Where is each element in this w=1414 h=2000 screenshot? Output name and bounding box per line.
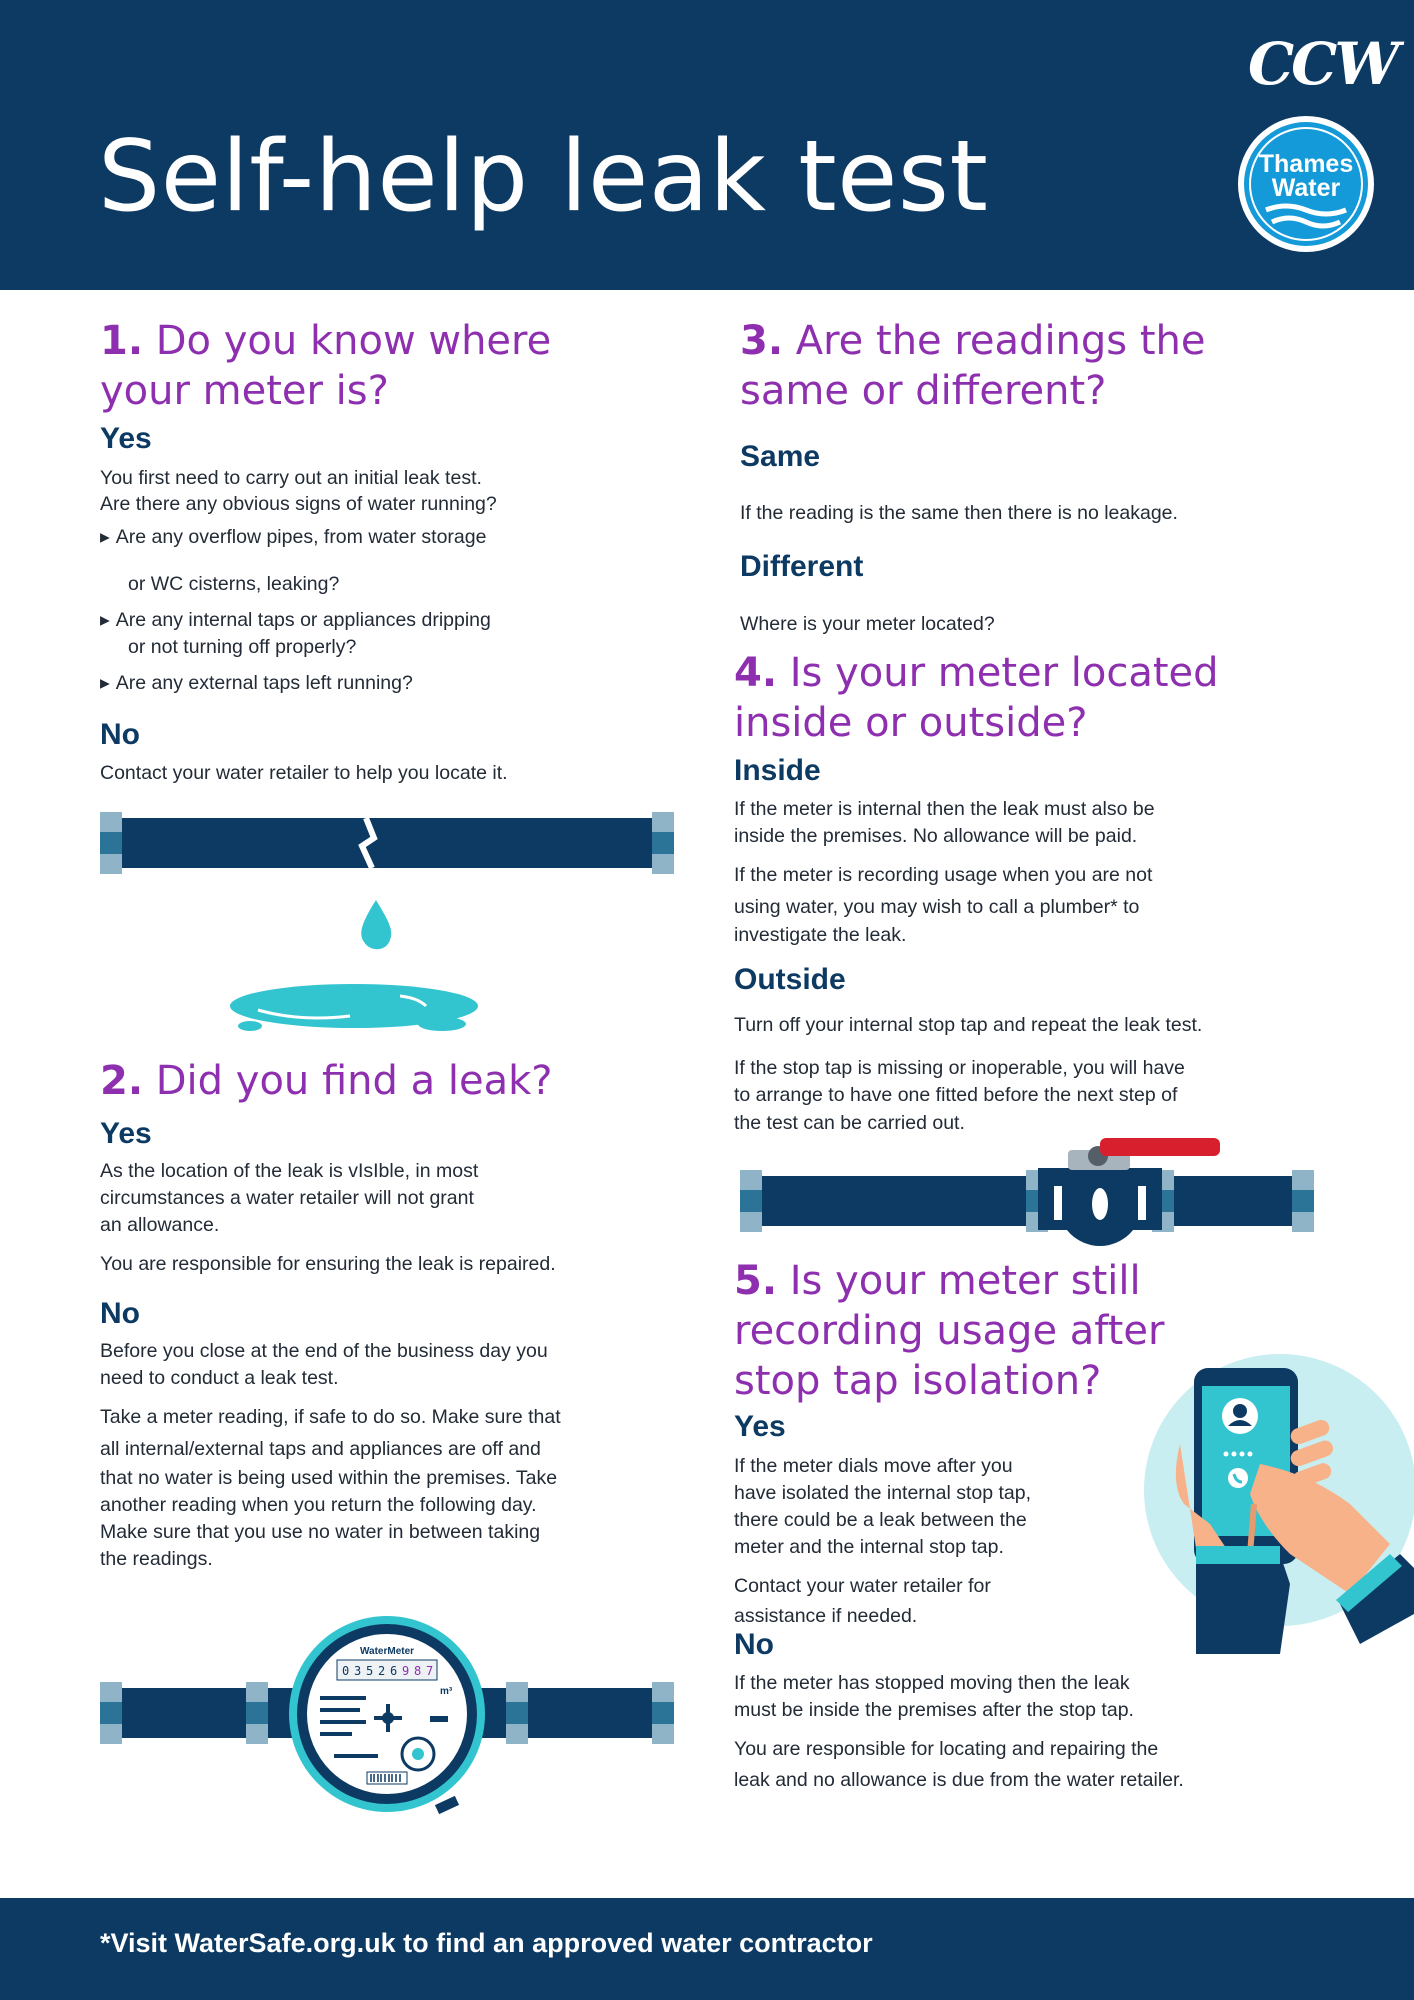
s5-yes-line3: there could be a leak between the <box>734 1509 1027 1531</box>
s4-inside-p2-line1: If the meter is recording usage when you are not <box>734 864 1153 886</box>
s4-inside-line1: If the meter is internal then the leak must also be <box>734 798 1155 820</box>
s5-no-p2-line2: leak and no allowance is due from the water retailer. <box>734 1769 1184 1791</box>
s4-inside-p2-line3: investigate the leak. <box>734 924 907 946</box>
section-3-title-line2: same or different? <box>740 368 1107 414</box>
s3-different-text: Where is your meter located? <box>740 613 995 635</box>
s2-p3-line3: that no water is being used within the premises. Take <box>100 1467 558 1489</box>
s2-yes-line1: As the location of the leak is vIsIble, in most <box>100 1160 479 1182</box>
ccw-logo: CCW <box>1248 30 1397 98</box>
meter-digit: 7 <box>426 1664 434 1678</box>
meter-digit: 6 <box>390 1664 398 1678</box>
meter-digit: 8 <box>414 1664 422 1678</box>
s2-p3-line6: the readings. <box>100 1548 213 1570</box>
s1-bullet-2-line1: ▸ Are any internal taps or appliances dripping <box>100 607 491 634</box>
s4-outside-line3: the test can be carried out. <box>734 1112 965 1134</box>
section-3-heading <box>740 316 1206 416</box>
barcode-icon <box>367 1772 407 1784</box>
s1-bullet-1-line2: or WC cisterns, leaking? <box>128 573 340 595</box>
s4-outside-text: Turn off your internal stop tap and repeat the leak test. <box>734 1014 1203 1036</box>
section-4-title-line2: inside or outside? <box>734 700 1088 746</box>
s2-no-heading: No <box>100 1297 140 1330</box>
s3-same-text: If the reading is the same then there is no leakage. <box>740 502 1178 524</box>
meter-digit: 3 <box>354 1664 362 1678</box>
section-5-title-line3: stop tap isolation? <box>734 1358 1102 1404</box>
s2-yes-text-2: You are responsible for ensuring the leak is repaired. <box>100 1253 556 1275</box>
s1-yes-text-1: You first need to carry out an initial leak test. <box>100 467 482 489</box>
s5-yes-p2-line1: Contact your water retailer for <box>734 1575 991 1597</box>
section-2-title: Did you find a leak? <box>155 1058 553 1104</box>
s3-same-heading: Same <box>740 440 821 473</box>
s1-yes-text-2: Are there any obvious signs of water running? <box>100 493 497 515</box>
section-5-number: 5. <box>734 1258 778 1304</box>
section-3-number: 3. <box>740 318 784 364</box>
section-5-title-line1: Is your meter still <box>789 1258 1141 1304</box>
s2-p3-line5: Make sure that you use no water in between taking <box>100 1521 541 1543</box>
s1-bullet-3: ▸ Are any external taps left running? <box>100 670 413 697</box>
meter-digit: 0 <box>342 1664 350 1678</box>
meter-digit: 2 <box>378 1664 386 1678</box>
s2-p3-line2: all internal/external taps and appliances are off and <box>100 1438 541 1460</box>
phone-call-icon <box>1228 1468 1248 1488</box>
footer-watersafe-note: *Visit WaterSafe.org.uk to find an approved water contractor <box>100 1928 873 1958</box>
thames-logo-word2: Water <box>1271 174 1341 202</box>
section-4-number: 4. <box>734 650 778 696</box>
section-1-number: 1. <box>100 318 144 364</box>
section-4-heading <box>734 648 1219 748</box>
s2-no-line2: need to conduct a leak test. <box>100 1367 339 1389</box>
s2-p3-line4: another reading when you return the following day. <box>100 1494 537 1516</box>
section-4-title-line1: Is your meter located <box>789 650 1219 696</box>
meter-digit-display <box>337 1660 437 1680</box>
section-2-number: 2. <box>100 1058 144 1104</box>
s4-inside-p2-line2: using water, you may wish to call a plumber* to <box>734 896 1140 918</box>
s4-outside-line2: to arrange to have one fitted before the next step of <box>734 1084 1178 1106</box>
section-1 <box>100 316 700 416</box>
s4-outside-line1: If the stop tap is missing or inoperable, you will have <box>734 1057 1185 1079</box>
s1-no-heading: No <box>100 718 140 751</box>
s1-yes-heading: Yes <box>100 422 152 455</box>
s5-no-line1: If the meter has stopped moving then the leak <box>734 1672 1130 1694</box>
phone-call-illustration <box>1140 1354 1414 1654</box>
s5-no-p2-line1: You are responsible for locating and repairing the <box>734 1738 1159 1760</box>
s4-outside-heading: Outside <box>734 963 846 996</box>
s3-different-heading: Different <box>740 550 864 583</box>
section-1-title-line1: Do you know where <box>155 318 552 364</box>
thames-logo-word1: Thames <box>1258 150 1354 178</box>
s2-yes-line3: an allowance. <box>100 1214 220 1236</box>
s1-bullet-2-line2: or not turning off properly? <box>128 636 357 658</box>
s5-no-heading: No <box>734 1628 774 1661</box>
section-5-title-line2: recording usage after <box>734 1308 1165 1354</box>
s1-bullet-1-line1: ▸ Are any overflow pipes, from water storage <box>100 524 486 551</box>
section-1-heading <box>100 316 700 416</box>
s2-yes-line2: circumstances a water retailer will not grant <box>100 1187 474 1209</box>
section-3-title-line1: Are the readings the <box>795 318 1206 364</box>
footer-banner <box>0 1898 1414 2000</box>
s5-yes-heading: Yes <box>734 1410 786 1443</box>
thames-water-logo <box>1236 114 1376 254</box>
water-meter-illustration <box>100 1614 674 1818</box>
header-banner <box>0 0 1414 290</box>
s5-yes-line2: have isolated the internal stop tap, <box>734 1482 1032 1504</box>
s5-no-line2: must be inside the premises after the stop tap. <box>734 1699 1134 1721</box>
s2-yes-heading: Yes <box>100 1117 152 1150</box>
meter-unit: m³ <box>440 1686 453 1697</box>
stop-tap-pipe-illustration <box>740 1128 1314 1246</box>
leaking-pipe-illustration <box>100 812 674 1042</box>
s5-yes-line4: meter and the internal stop tap. <box>734 1536 1004 1558</box>
section-5-heading <box>734 1256 1164 1406</box>
section-1-title-line2: your meter is? <box>100 368 389 414</box>
s2-no-line1: Before you close at the end of the business day you <box>100 1340 548 1362</box>
s4-inside-line2: inside the premises. No allowance will be paid. <box>734 825 1138 847</box>
s5-yes-p2-line2: assistance if needed. <box>734 1605 918 1627</box>
s5-yes-line1: If the meter dials move after you <box>734 1455 1013 1477</box>
page-title: Self-help leak test <box>98 120 989 234</box>
water-drop-icon <box>361 900 391 949</box>
meter-brand-label: WaterMeter <box>359 1646 415 1657</box>
s1-no-text: Contact your water retailer to help you locate it. <box>100 762 508 784</box>
s4-inside-heading: Inside <box>734 754 821 787</box>
section-2-heading <box>100 1056 553 1106</box>
meter-digit: 9 <box>402 1664 410 1678</box>
tap-lever-icon <box>1100 1138 1220 1156</box>
s2-p3-line1: Take a meter reading, if safe to do so. Make sure that <box>100 1406 561 1428</box>
meter-digit: 5 <box>366 1664 374 1678</box>
